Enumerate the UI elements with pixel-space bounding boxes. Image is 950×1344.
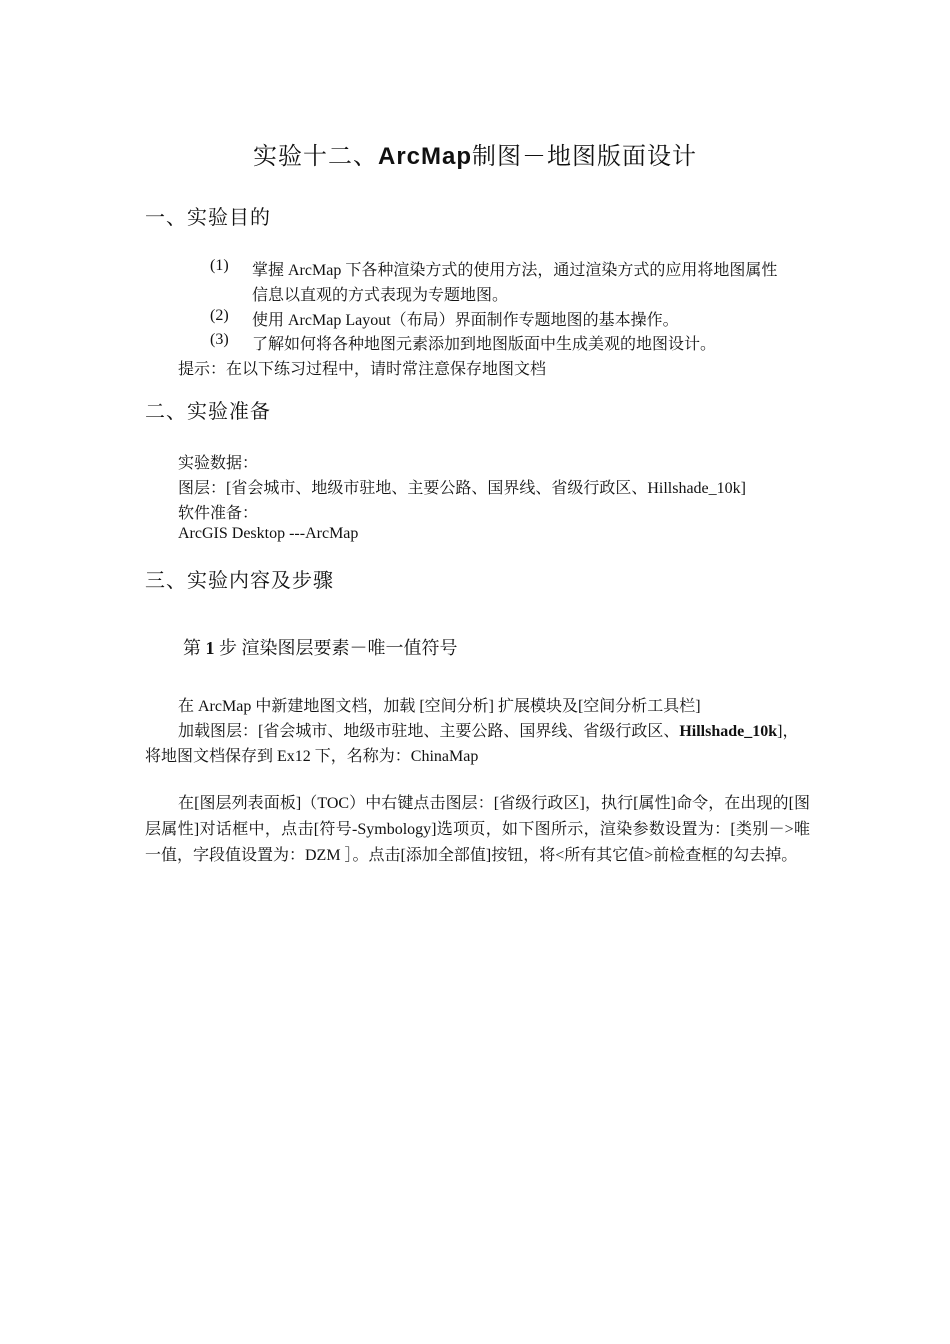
step-heading: [183, 634, 458, 660]
title-prefix: 实验十二、: [252, 142, 378, 170]
para1-line2-end: ]，: [777, 723, 799, 740]
data-label: 实验数据：: [178, 455, 259, 472]
para1-line2-text: 加载图层：[省会城市、地级市驻地、主要公路、国界线、省级行政区、: [178, 723, 680, 740]
software-label: 软件准备：: [178, 505, 259, 522]
item-text-line: 掌握 ArcMap 下各种渲染方式的使用方法，通过渲染方式的应用将地图属性: [252, 262, 778, 279]
title-suffix: 制图－地图版面设计: [472, 142, 698, 170]
item-number: (2): [210, 307, 229, 324]
layers-text: 图层：[省会城市、地级市驻地、主要公路、国界线、省级行政区、Hillshade_10k]: [178, 480, 746, 497]
item-text-line: 使用 ArcMap Layout（布局）界面制作专题地图的基本操作。: [252, 312, 679, 329]
section1-heading: 一、实验目的: [145, 205, 271, 229]
step-number: 1: [205, 638, 215, 658]
title-bold: ArcMap: [377, 143, 473, 170]
para1-line3: 将地图文档保存到 Ex12 下，名称为：ChinaMap: [145, 748, 479, 765]
page-title: [0, 136, 950, 171]
para1-line2-bold: Hillshade_10k: [679, 723, 778, 740]
item-number: (1): [210, 257, 229, 274]
para1-line2: [178, 718, 799, 741]
step-prefix: 第: [183, 638, 201, 658]
para1-line1: 在 ArcMap 中新建地图文档，加载 [空间分析] 扩展模块及[空间分析工具栏]: [178, 698, 701, 715]
section3-heading: 三、实验内容及步骤: [145, 568, 334, 592]
software-text: ArcGIS Desktop ---ArcMap: [178, 525, 359, 542]
item-text-line: 了解如何将各种地图元素添加到地图版面中生成美观的地图设计。: [252, 336, 717, 353]
para2: 在[图层列表面板]（TOC）中右键点击图层：[省级行政区]，执行[属性]命令，在出现的[图层属性]对话框中，点击[符号-Symbology]选项页，如下图所示，渲染参数设置为：[类别－>唯一值，字段值设置为：DZM ］。点击[添加全部值]按钮，将<所有其它值>前检查框的勾去掉。: [145, 795, 810, 864]
item-text-line: 信息以直观的方式表现为专题地图。: [252, 287, 509, 304]
section2-heading: 二、实验准备: [145, 399, 271, 423]
step-title: 步 渲染图层要素－唯一值符号: [219, 638, 458, 658]
tip-text: 提示：在以下练习过程中，请时常注意保存地图文档: [178, 361, 547, 378]
item-number: (3): [210, 331, 229, 348]
